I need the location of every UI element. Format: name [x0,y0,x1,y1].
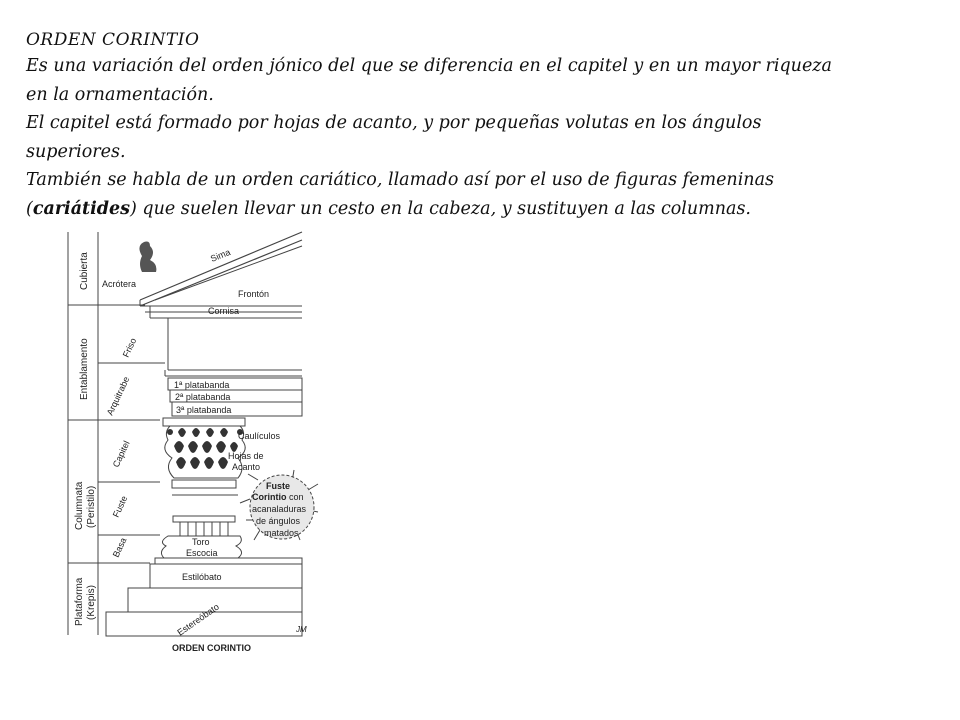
label-caulículos: Caulículos [238,431,281,441]
label-acrotera: Acrótera [102,279,137,289]
text-line: También se habla de un orden cariático, llamado así por el uso de figuras femeninas [26,170,774,190]
text-line: Es una variación del orden jónico del que se diferencia en el capitel y en un mayor riqueza [26,56,832,76]
callout-line-3: acanaladuras [252,504,307,514]
callout-line-4: de ángulos [256,516,301,526]
callout-line-1: Fuste [266,481,291,491]
page-title: ORDEN CORINTIO [26,30,200,50]
label-plataforma: Plataforma [74,577,85,626]
text-line: El capitel está formado por hojas de acanto, y por pequeñas volutas en los ángulos [26,113,762,133]
label-fuste: Fuste [110,494,130,519]
text-line: en la ornamentación. [26,84,214,105]
text-line: superiores. [26,141,126,162]
diagram-caption: ORDEN CORINTIO [172,643,252,653]
label-fronton: Frontón [238,289,270,299]
callout-line-5: matados [264,528,299,538]
label-peristilo: (Peristilo) [86,485,97,528]
label-friso: Friso [120,336,139,359]
text-fragment: ) que suelen llevar un cesto en la cabeza, y sustituyen a las columnas. [129,198,751,219]
label-capitel: Capitel [110,439,132,469]
label-estilobato: Estilóbato [182,572,222,582]
label-krepis: (Krepis) [86,584,97,620]
label-arquitrabe: Arquitrabe [104,374,132,417]
label-cubierta: Cubierta [79,252,90,290]
label-cornisa: Cornisa [208,306,240,316]
text-fragment: ( [26,198,33,219]
artist-signature: JM [296,625,307,634]
label-entablamento: Entablamento [79,338,90,400]
fuste-callout [240,470,318,540]
label-platabanda-2: 2ª platabanda [175,392,231,402]
label-columnata: Columnata [74,481,85,530]
callout-line-2: Corintio con [252,492,304,502]
label-sima: Sima [209,246,232,264]
label-estereobato: Estereóbato [175,601,221,638]
label-hojas-2: Acanto [232,462,261,472]
label-platabanda-1: 1ª platabanda [174,380,230,390]
label-escocia: Escocia [186,548,218,558]
label-platabanda-3: 3ª platabanda [176,405,232,415]
label-hojas-1: Hojas de [228,451,264,461]
cariatides-word: cariátides [32,198,130,219]
label-toro: Toro [192,537,210,547]
acroterion-icon [139,242,156,273]
label-basa: Basa [110,536,129,559]
